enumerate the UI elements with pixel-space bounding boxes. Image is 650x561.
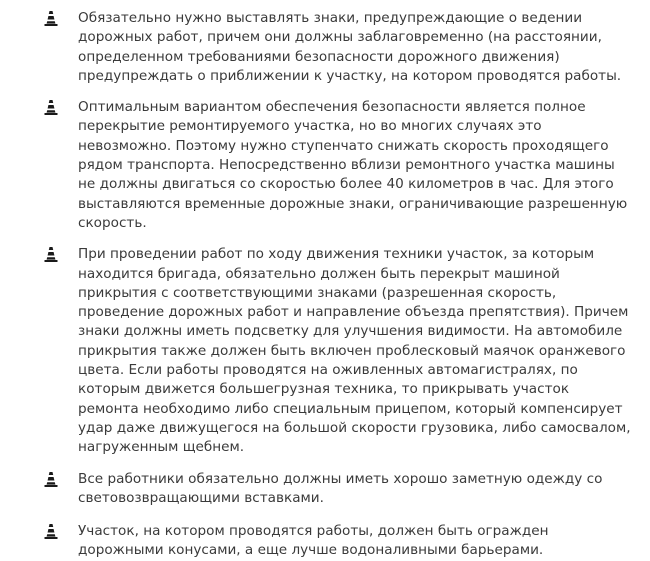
traffic-cone-icon bbox=[43, 523, 59, 539]
traffic-cone-icon bbox=[43, 10, 59, 26]
list-item-text: Оптимальным вариантом обеспечения безопасности является полное перекрытие ремонтируемого участка, но во многих случаях это невозможно. Поэтому нужно ступенчато снижать скорость проходящего рядом транспорта. Непосредственно вблизи ремонтного участка машины не должны двигаться со скоростью более 40 километров в час. Для этого выставляются временные дорожные знаки, ограничивающие разрешенную скорость. bbox=[78, 99, 628, 231]
list-item bbox=[0, 470, 650, 509]
list-item-text: Обязательно нужно выставлять знаки, предупреждающие о ведении дорожных работ, причем они должны заблаговременно (на расстоянии, определенном требованиями безопасности дорожного движения) предупреждать о приближении к участку, на котором проводятся работы. bbox=[78, 10, 622, 84]
list-item-text: При проведении работ по ходу движения техники участок, за которым находится бригада, обязательно должен быть перекрыт машиной прикрытия с соответствующими знаками (разрешенная скорость, проведение дорожных работ и направление объезда препятствия). Причем знаки должны иметь подсветку для улучшения видимости. На автомобиле прикрытия также должен быть включен проблесковый маячок оранжевого цвета. Если работы проводятся на оживленных автомагистралях, по которым движется большегрузная техника, то прикрывать участок ремонта необходимо либо специальным прицепом, который компенсирует удар даже движущегося на большой скорости грузовика, либо самосвалом, нагруженным щебнем. bbox=[78, 246, 631, 456]
list-item bbox=[0, 9, 650, 86]
list-item bbox=[0, 98, 650, 233]
list-item bbox=[0, 522, 650, 561]
list-item-text: Участок, на котором проводятся работы, должен быть огражден дорожными конусами, а еще лучше водоналивными барьерами. bbox=[78, 523, 549, 559]
traffic-cone-icon bbox=[43, 471, 59, 487]
traffic-cone-icon bbox=[43, 99, 59, 115]
list-item bbox=[0, 245, 650, 457]
traffic-cone-icon bbox=[43, 246, 59, 262]
list-item-text: Все работники обязательно должны иметь хорошо заметную одежду со световозвращающими вставками. bbox=[78, 470, 603, 506]
